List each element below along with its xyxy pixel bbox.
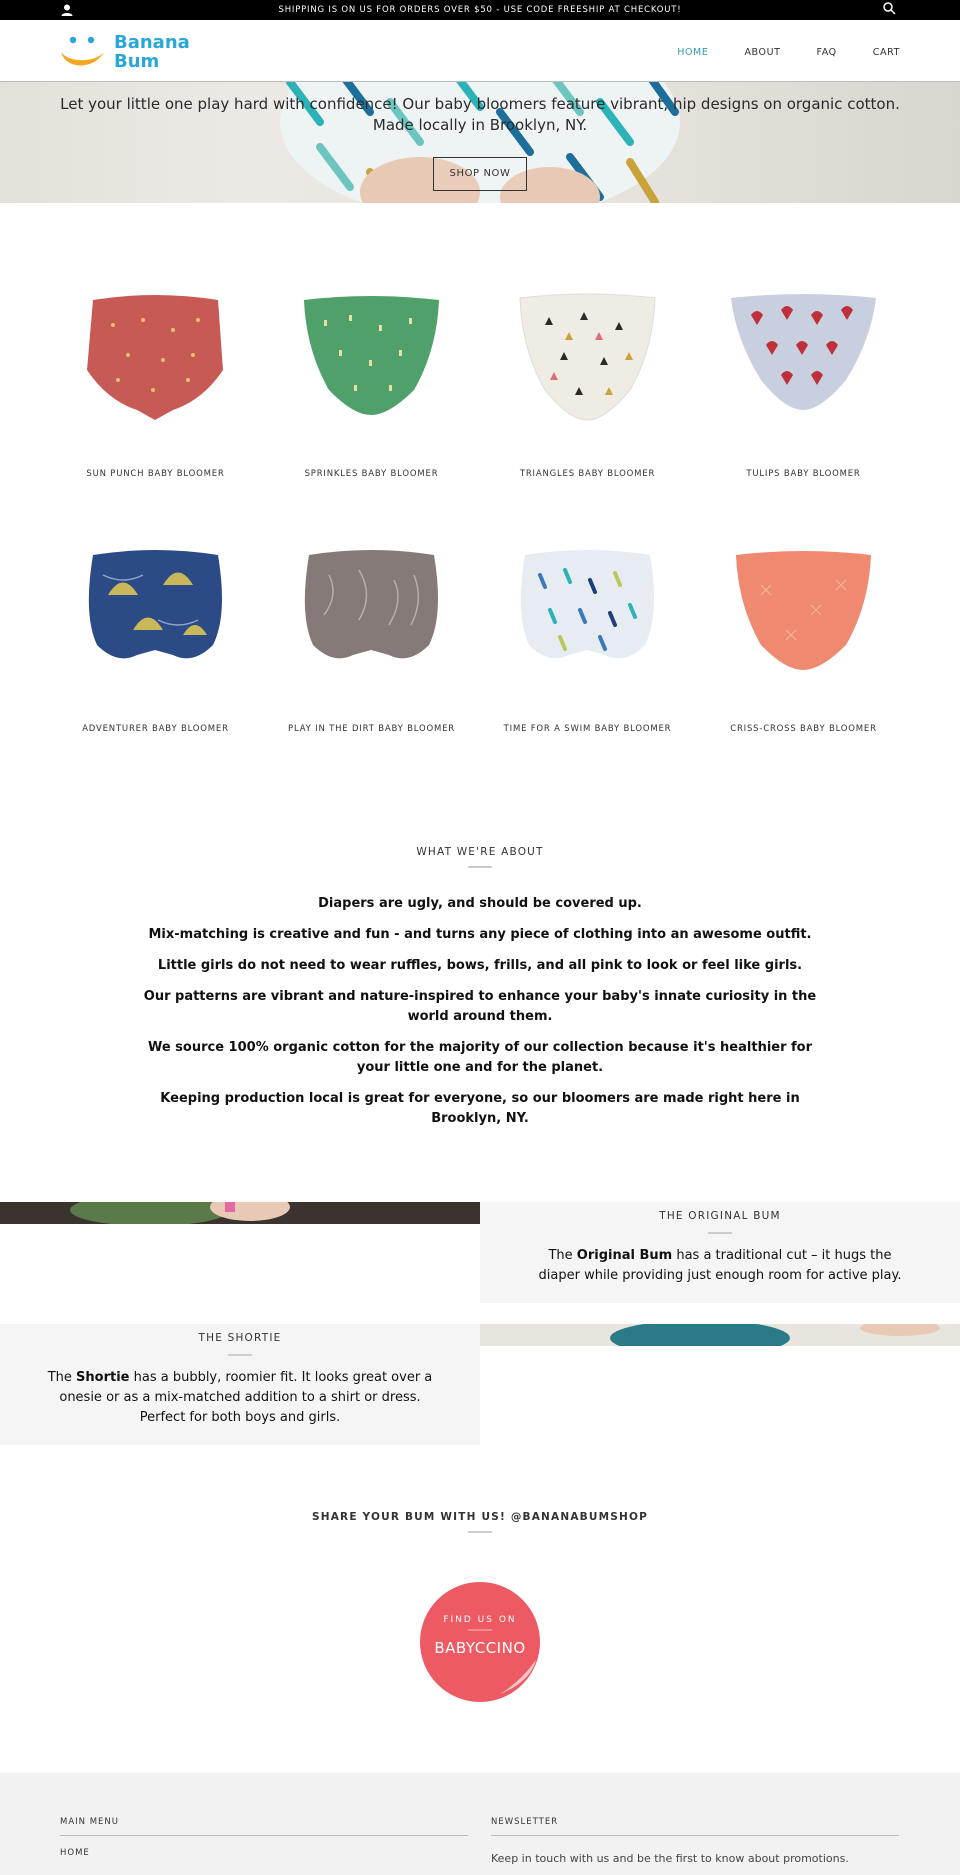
product-name[interactable]: SPRINKLES BABY BLOOMER [304,469,439,479]
title-divider [708,1232,732,1234]
description-bold: Original Bum [576,1248,673,1263]
shortie-description [35,1368,445,1428]
about-line: Little girls do not need to wear ruffles, bows, frills, and all pink to look or feel like girls. [157,958,803,973]
product-name[interactable]: PLAY IN THE DIRT BABY BLOOMER [288,724,455,734]
original-bum-image [0,1202,480,1224]
social-title: SHARE YOUR BUM WITH US! @BANANABUMSHOP [311,1511,649,1523]
site-header [0,20,960,82]
brand-name-line1: Banana [114,32,190,53]
product-image[interactable] [721,270,886,445]
newsletter-title: NEWSLETTER [491,1817,899,1836]
footer-menu [60,1817,468,1858]
site-logo[interactable] [58,30,198,75]
about-line: Our patterns are vibrant and nature-inspired to enhance your baby's innate curiosity in the world around them. [143,989,817,1024]
product-name[interactable]: TIME FOR A SWIM BABY BLOOMER [503,724,672,734]
description-bold: Shortie [76,1370,130,1385]
product-card[interactable] [48,270,263,510]
footer-link-home[interactable]: HOME [60,1848,90,1858]
title-divider [228,1354,252,1356]
product-name[interactable]: TULIPS BABY BLOOMER [746,469,861,479]
nav-about[interactable]: ABOUT [744,47,781,58]
original-bum-title: THE ORIGINAL BUM [659,1210,781,1222]
description-suffix: has a bubbly, roomier fit. It looks great over a onesie or as a mix-matched addition to a shirt or dress. Perfect for both boys and girls. [59,1370,433,1425]
about-title: WHAT WE'RE ABOUT [416,846,544,858]
announcement-bar [0,0,960,20]
about-line: We source 100% organic cotton for the majority of our collection because it's healthier for your little one and for the planet. [147,1040,813,1075]
shop-now-button[interactable]: SHOP NOW [433,157,527,191]
product-image[interactable] [505,270,670,445]
hero-text: Let your little one play hard with confidence! Our baby bloomers feature vibrant, hip designs on organic cotton. Made locally in Brooklyn, NY. [60,95,900,134]
product-image[interactable] [73,270,238,445]
about-lines [130,894,830,1140]
badge-main-text: BABYCCINO [434,1639,526,1657]
shipping-message: SHIPPING IS ON US FOR ORDERS OVER $50 - USE CODE FREESHIP AT CHECKOUT! [278,5,682,15]
search-icon[interactable] [882,1,896,15]
product-card[interactable] [696,525,911,765]
main-nav [641,47,900,58]
about-line: Diapers are ugly, and should be covered up. [318,896,642,911]
nav-cart[interactable]: CART [872,47,900,58]
footer-newsletter [491,1817,899,1865]
description-prefix: The [548,1248,577,1263]
product-image[interactable] [289,525,454,700]
product-image[interactable] [73,525,238,700]
original-bum-block [480,1202,960,1303]
about-line: Mix-matching is creative and fun - and turns any piece of clothing into an awesome outfit. [148,927,812,942]
product-name[interactable]: ADVENTURER BABY BLOOMER [82,724,229,734]
product-card[interactable] [48,525,263,765]
product-card[interactable] [480,270,695,510]
product-image[interactable] [505,525,670,700]
site-footer [0,1773,960,1875]
about-line: Keeping production local is great for everyone, so our bloomers are made right here in Brooklyn, NY. [160,1091,800,1126]
smile-logo-icon [58,30,108,75]
original-bum-description [530,1246,910,1286]
title-divider [468,1531,492,1533]
title-divider [468,866,492,868]
product-card[interactable] [696,270,911,510]
social-section [0,1511,960,1533]
description-prefix: The [47,1370,77,1385]
hero-banner [0,82,960,203]
shortie-photo [480,1324,960,1346]
shortie-title: THE SHORTIE [198,1332,282,1344]
product-card[interactable] [264,270,479,510]
babyccino-badge[interactable] [420,1582,540,1702]
product-card[interactable] [480,525,695,765]
badge-top-text: FIND US ON [443,1615,517,1625]
newsletter-text: Keep in touch with us and be the first to know about promotions. [491,1852,849,1865]
shortie-image [480,1324,960,1346]
about-section [0,846,960,1126]
product-image[interactable] [721,525,886,700]
product-card[interactable] [264,525,479,765]
product-name[interactable]: TRIANGLES BABY BLOOMER [519,469,656,479]
product-name[interactable]: SUN PUNCH BABY BLOOMER [86,469,225,479]
brand-name-line2: Bum [114,51,160,72]
babyccino-badge-graphic [420,1582,540,1702]
nav-faq[interactable]: FAQ [816,47,837,58]
original-bum-photo [0,1202,480,1224]
product-image[interactable] [289,270,454,445]
description-suffix: has a traditional cut – it hugs the diaper while providing just enough room for active play. [538,1248,902,1283]
product-name[interactable]: CRISS-CROSS BABY BLOOMER [730,724,877,734]
footer-menu-title: MAIN MENU [60,1817,468,1836]
shortie-block [0,1324,480,1445]
nav-home[interactable]: HOME [677,47,709,58]
